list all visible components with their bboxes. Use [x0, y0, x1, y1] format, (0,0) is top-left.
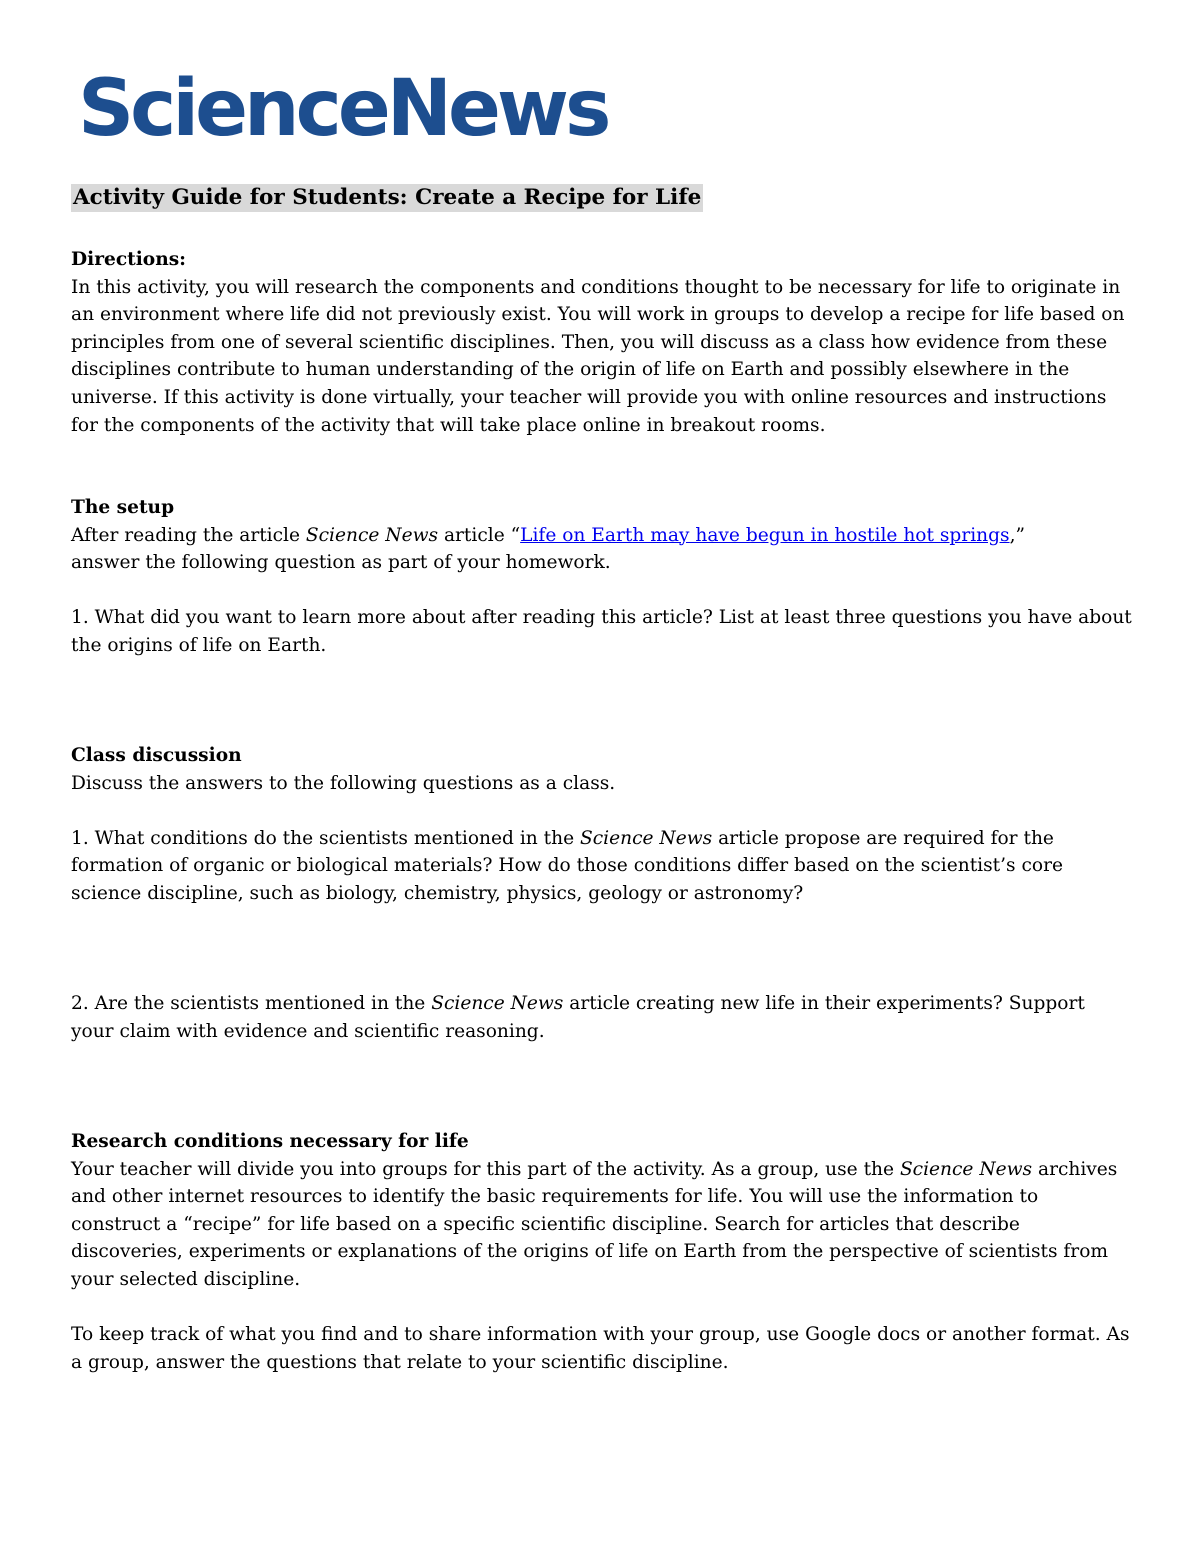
discussion-question-2 — [71, 990, 1133, 1045]
discussion-question-2-block — [71, 990, 1133, 1045]
discussion-intro: Discuss the answers to the following questions as a class. — [71, 772, 616, 794]
discussion-q1-publication: Science News — [580, 827, 713, 849]
science-news-logo: ScienceNews — [78, 64, 608, 154]
discussion-q2-after: article creating new life in their experiments? Support your claim with evidence and scientific reasoning. — [71, 993, 1085, 1042]
research-heading: Research conditions necessary for life — [71, 1131, 469, 1152]
discussion-q2-publication: Science News — [431, 993, 564, 1014]
directions-section — [71, 246, 1133, 439]
setup-question-1: 1. What did you want to learn more about after reading this article? List at least three questions you have about the origins of life on Earth. — [71, 607, 1132, 656]
article-link[interactable]: Life on Earth may have begun in hostile hot springs — [520, 524, 1010, 546]
setup-publication: Science News — [305, 524, 439, 546]
discussion-q2-before: 2. Are the scientists mentioned in the — [71, 993, 432, 1014]
discussion-q1-before: 1. What conditions do the scientists mentioned in the — [71, 827, 581, 849]
setup-intro-middle: article “ — [438, 524, 521, 546]
document-title: Activity Guide for Students: Create a Recipe for Life — [73, 185, 702, 210]
discussion-section — [71, 742, 1133, 908]
discussion-heading: Class discussion — [71, 745, 242, 766]
research-p1-after: archives and other internet resources to identify the basic requirements for life. You will use the information to construct a “recipe” for life based on a specific scientific discipline. Search for articles that describe discoveries, experiments or explanations of the origins of life on Earth from the perspective of scientists from your selected discipline. — [71, 1158, 1118, 1290]
research-p1-publication: Science News — [899, 1158, 1033, 1180]
setup-heading: The setup — [71, 497, 175, 518]
setup-intro-after-link: ,” — [1009, 524, 1025, 546]
setup-section — [71, 494, 1133, 660]
discussion-question-1 — [71, 825, 1133, 908]
research-paragraph-2: To keep track of what you find and to share information with your group, use Google docs or another format. As a group, answer the questions that relate to your scientific discipline. — [71, 1324, 1130, 1373]
research-p1-before: Your teacher will divide you into groups for this part of the activity. As a group, use the — [71, 1158, 900, 1180]
research-paragraph-1 — [71, 1156, 1133, 1294]
research-section — [71, 1128, 1133, 1376]
discussion-q1-after: article propose are required for the formation of organic or biological materials? How do those conditions differ based on the scientist’s core science discipline, such as biology, chemistry, physics, geology or astronomy? — [71, 827, 1063, 904]
setup-intro — [71, 522, 1133, 577]
directions-body: In this activity, you will research the components and conditions thought to be necessary for life to originate in an environment where life did not previously exist. You will work in groups to develop a recipe for life based on principles from one of several scientific disciplines. Then, you will discuss as a class how evidence from these disciplines contribute to human understanding of the origin of life on Earth and possibly elsewhere in the universe. If this activity is done virtually, your teacher will provide you with online resources and instructions for the components of the activity that will take place online in breakout rooms. — [71, 276, 1125, 436]
setup-intro-before: After reading the article — [71, 524, 306, 546]
directions-heading: Directions: — [71, 249, 187, 270]
setup-intro-end: answer the following question as part of your homework. — [71, 552, 611, 574]
